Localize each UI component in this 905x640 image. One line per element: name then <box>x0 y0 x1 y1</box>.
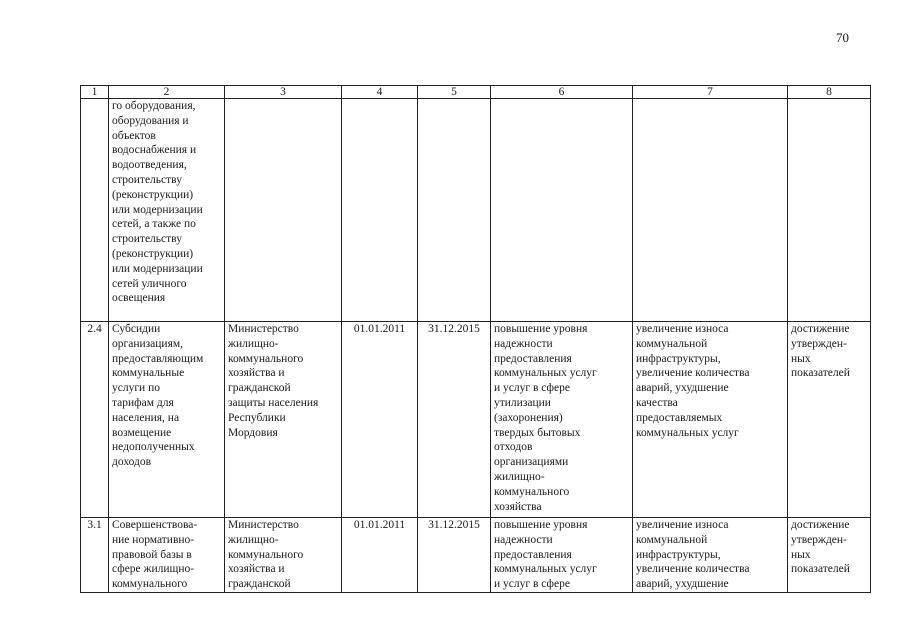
row-number-cell <box>81 99 109 322</box>
row-number-cell: 2.4 <box>81 322 109 518</box>
executor-cell: Министерство жилищно- коммунального хозяйства и гражданской <box>225 518 342 593</box>
start-date-cell <box>342 99 418 322</box>
executor-cell: Министерство жилищно- коммунального хозяйства и гражданской защиты населения Республики Мордовия <box>225 322 342 518</box>
executor-cell <box>225 99 342 322</box>
end-date-cell: 31.12.2015 <box>418 518 491 593</box>
expected-result-cell: повышение уровня надежности предоставления коммунальных услуг и услуг в сфере <box>491 518 633 593</box>
column-number-2: 2 <box>109 86 225 99</box>
column-number-5: 5 <box>418 86 491 99</box>
consequences-cell <box>633 99 788 322</box>
measure-cell: Совершенствова- ние нормативно- правовой базы в сфере жилищно- коммунального <box>109 518 225 593</box>
end-date-cell: 31.12.2015 <box>418 322 491 518</box>
indicator-link-cell: достижение утвержден- ных показателей <box>788 518 871 593</box>
page-number: 70 <box>836 30 849 45</box>
indicator-link-cell: достижение утвержден- ных показателей <box>788 322 871 518</box>
consequences-cell: увеличение износа коммунальной инфраструктуры, увеличение количества аварий, ухудшение <box>633 518 788 593</box>
column-number-4: 4 <box>342 86 418 99</box>
column-number-8: 8 <box>788 86 871 99</box>
column-number-6: 6 <box>491 86 633 99</box>
table-row <box>81 99 871 322</box>
end-date-cell <box>418 99 491 322</box>
column-number-row <box>81 86 871 99</box>
measure-cell: Субсидии организациям, предоставляющим коммунальные услуги по тарифам для населения, на возмещение недополученных доходов <box>109 322 225 518</box>
consequences-cell: увеличение износа коммунальной инфраструктуры, увеличение количества аварий, ухудшение качества предоставляемых коммунальных услуг <box>633 322 788 518</box>
column-number-3: 3 <box>225 86 342 99</box>
table-row <box>81 322 871 518</box>
program-measures-table <box>80 85 871 593</box>
row-number-cell: 3.1 <box>81 518 109 593</box>
column-number-1: 1 <box>81 86 109 99</box>
indicator-link-cell <box>788 99 871 322</box>
measure-cell: го оборудования, оборудования и объектов водоснабжения и водоотведения, строительству (реконструкции) или модернизации сетей, а также по строительству (реконструкции) или модернизации сетей уличного освещения <box>109 99 225 322</box>
start-date-cell: 01.01.2011 <box>342 518 418 593</box>
table-row <box>81 518 871 593</box>
expected-result-cell: повышение уровня надежности предоставления коммунальных услуг и услуг в сфере утилизации (захоронения) твердых бытовых отходов организациями жилищно- коммунального хозяйства <box>491 322 633 518</box>
column-number-7: 7 <box>633 86 788 99</box>
start-date-cell: 01.01.2011 <box>342 322 418 518</box>
expected-result-cell <box>491 99 633 322</box>
